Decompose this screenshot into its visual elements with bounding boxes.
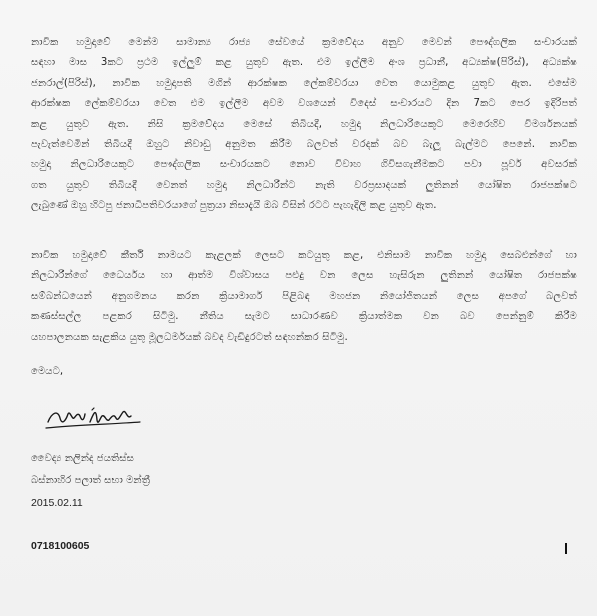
paragraph-1-line: ආරක්ෂක ලේකම්වරයා වෙත එම ඉල්ලීම අවම වශයෙන් විදෙස් සංචාරයට දින 7කට පෙර ඉදිරිපත්	[31, 98, 577, 110]
paragraph-1	[31, 33, 577, 217]
paragraph-2-line: කණස්සල්ල පළකර සිටිමු. නීතිය සැමට සාධාරණව ක්‍රියාත්මක වන බව පෙන්නුම් කිරීම	[31, 311, 577, 323]
paragraph-1-line: ලැබුණේ ඔහු හිටපු ජනාධිපතිවරයාගේ පුත්‍රයා නිසාදැයි ඔබ විසින් රටට පැහැදිලි කළ යුතුව ඇත.	[31, 200, 437, 212]
paragraph-1-line: ජනරාල්(පිරිස්), නාවික හමුදාපති මගින් ආරක්ෂක ලේකම්වරයා වෙත යොමුකළ යුතුව ඇත. එසේම	[31, 77, 577, 89]
paragraph-1-line: නාවික හමුදාවේ මෙන්ම සාමාන්‍ය රාජ්‍ය සේවයේ ක්‍රමවේදය අනුව මෙවන් පෞද්ගලික සංචාරයක්	[31, 37, 577, 48]
paragraph-2-line: යහපාලනයක සැළකිය යුතු මූලධර්මයක් බවද වැඩිදුරටත් සඳහන්කර සිටිමු.	[31, 331, 348, 343]
closing-salutation: මෙයට,	[31, 366, 64, 377]
paragraph-2	[31, 246, 577, 348]
text-cursor-mark	[565, 543, 567, 554]
signer-title: බස්නාහිර පලාත් සභා මන්ත්‍රී	[31, 475, 150, 486]
paragraph-2-line: නාවික හමුදාවේ කීර්ති නාමයට කැළලක් ලෙසට කටයුතු කළ, එනිසාම නාවික හමුදා සෙබළුන්ගේ හා	[31, 250, 577, 261]
paragraph-1-line: කළ යුතුව ඇත. නිසි ක්‍රමවේදය මෙසේ තිබියදී, හමුදා නිලධාරියෙකුට මෙරෙහිව විමර්ශනයක්	[31, 118, 577, 130]
handwritten-signature	[44, 398, 144, 434]
paragraph-1-line: හමුදා නිලධාරියෙකුට පෞද්ගලික සංචාරයකට නොව විවාහ ගිවිසගැනීමකට පවා පූර්ව අවසරක්	[31, 159, 577, 171]
letter-date: 2015.02.11	[31, 497, 83, 509]
paragraph-2-line: සම්බන්ධයෙන් අනුගමනය කරන ක්‍රියාමාර්ග පිළිබඳ මහජන නියෝජිතයන් ලෙස අපගේ බලවත්	[31, 290, 577, 302]
paragraph-1-line: ගත යුතුව තිබියදී වෙනත් හමුදා නිලධාරීන්ට නැති වරප්‍රසාදයක් ලුතිනන් යෝෂිත රාජපක්ෂට	[31, 179, 577, 191]
paragraph-1-line: පැවැත්වෙමින් තිබියදී ඔහුට නිවාඩු අනුමත කිරීම බලවත් වරදක් බව බැලූ බැල්මට පෙනේ. නාවික	[31, 138, 577, 150]
paragraph-1-line: සඳහා මාස 3කට ප්‍රථම ඉල්ලුම් කළ යුතුව ඇත. එම ඉල්ලීම අංශ ප්‍රධානී, අධ්‍යක්ෂ(පිරිස්), අධ්‍යක්ෂ	[31, 57, 577, 69]
paragraph-2-line: නිලධාරීන්ගේ ධෛර්යය හා ආත්ම විශ්වාසය පළුදු වන ලෙස හැසිරුන ලුතිනන් යෝෂිත රාජපක්ෂ	[31, 270, 577, 282]
signer-name: වෛද්‍ය නලින්ද ජයතිස්ස	[31, 453, 134, 464]
phone-number: 0718100605	[31, 540, 90, 552]
